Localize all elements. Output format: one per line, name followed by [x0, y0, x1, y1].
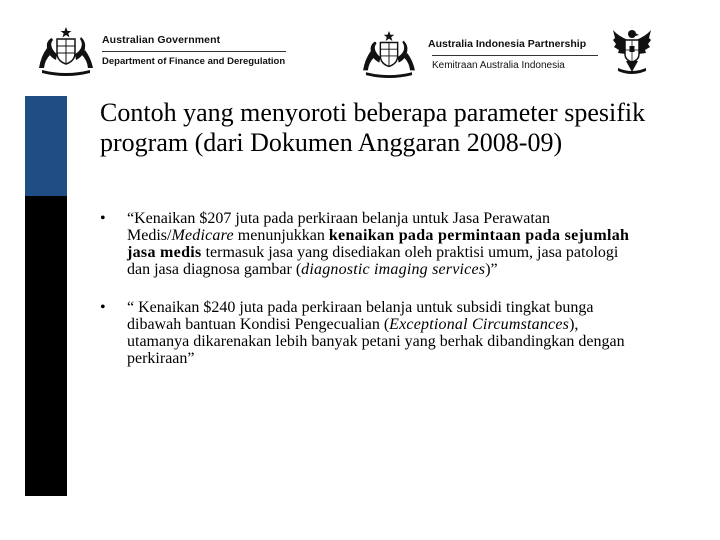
slide-header: [0, 0, 720, 90]
bullet-marker: •: [100, 299, 106, 316]
garuda-emblem-icon: [612, 28, 652, 76]
bullet-italic-text: Exceptional Circumstances: [389, 316, 570, 333]
bullet-list: [100, 210, 640, 367]
bullet-marker: •: [100, 210, 106, 227]
bullet-italic-text: diagnostic imaging services: [301, 261, 486, 278]
bullet-italic-text: Medicare: [171, 227, 234, 244]
australia-indonesia-partnership-logo-text: [428, 38, 598, 71]
bullet-bold-text: kenaikan pada permintaan pada sejumlah jasa medis: [127, 227, 630, 261]
coat-of-arms-icon: [360, 30, 418, 78]
accent-bar-blue: [25, 96, 67, 196]
bullet-item-1: [100, 210, 640, 278]
slide-title: Contoh yang menyoroti beberapa parameter spesifik program (dari Dokumen Anggaran 2008-09): [100, 98, 646, 157]
logo-line-australian-government: Australian Government: [102, 34, 221, 46]
logo-divider: [432, 55, 598, 56]
logo-divider: [102, 51, 286, 52]
bullet-text: termasuk jasa yang disediakan oleh praktisi umum, jasa patologi dan jasa diagnosa gambar (: [127, 244, 619, 278]
bullet-item-2: [100, 299, 640, 367]
bullet-text: ), utamanya dikarenakan lebih banyak petani yang berhak dibandingkan dengan perkiraan”: [127, 316, 625, 367]
logo-line-partnership: Australia Indonesia Partnership: [428, 38, 587, 50]
bullet-text: menunjukkan: [233, 227, 329, 244]
bullet-text: “Kenaikan $207 juta pada perkiraan belanja untuk Jasa Perawatan Medis/: [127, 210, 550, 244]
accent-bar-black: [25, 196, 67, 496]
bullet-text: )”: [485, 261, 498, 278]
logo-line-kemitraan: Kemitraan Australia Indonesia: [432, 60, 565, 71]
logo-line-department: Department of Finance and Deregulation: [102, 56, 286, 67]
bullet-text: “ Kenaikan $240 juta pada perkiraan belanja untuk subsidi tingkat bunga dibawah bantuan Kondisi Pengecualian (: [127, 299, 594, 333]
coat-of-arms-icon: [36, 26, 96, 76]
australian-government-logo-text: [102, 34, 286, 67]
